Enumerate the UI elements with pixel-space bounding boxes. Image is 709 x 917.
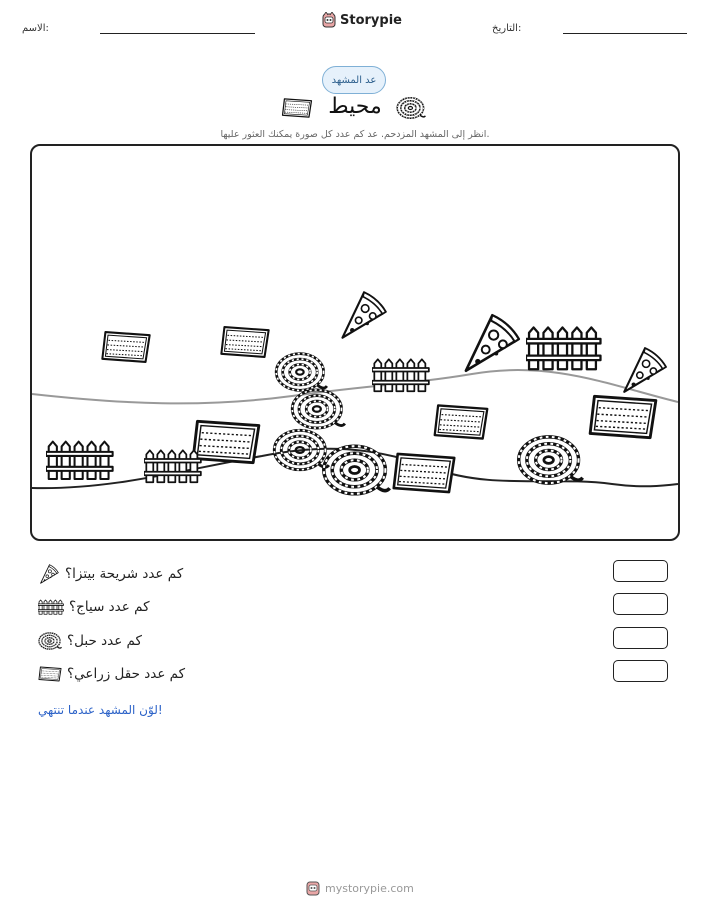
answer-box-rope[interactable]	[613, 627, 668, 649]
farm-field-item	[102, 332, 149, 362]
fence-icon	[38, 598, 64, 616]
farm-field-icon	[280, 97, 314, 119]
farm-field-item	[590, 396, 656, 437]
farm-field-item	[193, 421, 259, 462]
color-instruction: لوّن المشهد عندما تنتهي!	[38, 703, 163, 717]
fence-item	[372, 359, 429, 391]
pizza-slice-icon	[38, 563, 60, 585]
page-title: محيط	[328, 94, 382, 119]
name-line[interactable]	[100, 33, 255, 34]
question-text: كم عدد حقل زراعي؟	[67, 666, 186, 682]
answer-box-fence[interactable]	[613, 593, 668, 615]
farm-field-item	[221, 327, 268, 357]
farm-field-item	[394, 454, 454, 492]
pig-mascot-icon	[306, 880, 320, 896]
rope-item	[292, 390, 345, 428]
date-line[interactable]	[563, 33, 687, 34]
date-label: التاريخ:	[492, 23, 522, 34]
question-text: كم عدد حبل؟	[67, 633, 142, 649]
footer-brand[interactable]	[306, 880, 414, 896]
title-row	[270, 94, 440, 124]
question-row-fence	[38, 594, 208, 620]
fence-item	[526, 327, 600, 369]
answer-box-field[interactable]	[613, 660, 668, 682]
storypie-logo	[322, 12, 402, 28]
rope-icon	[38, 631, 62, 651]
pig-mascot-icon	[322, 12, 336, 28]
question-text: كم عدد سياج؟	[69, 599, 150, 615]
pizza-slice-item	[624, 348, 666, 392]
pizza-slice-item	[342, 292, 385, 337]
pizza-slice-item	[466, 315, 519, 370]
footer-site-link[interactable]: mystorypie.com	[325, 881, 414, 895]
rope-item	[519, 437, 583, 483]
scene-panel	[30, 144, 680, 541]
question-text: كم عدد شريحة بيتزا؟	[65, 566, 184, 582]
scene-drawing	[32, 146, 678, 539]
instructions-text: انظر إلى المشهد المزدحم. عد كم عدد كل صورة يمكنك العثور عليها.	[220, 129, 490, 140]
question-row-rope	[38, 628, 208, 654]
name-label: الاسم:	[22, 23, 49, 34]
brand-name: Storypie	[340, 12, 402, 28]
fence-item	[46, 442, 113, 479]
farm-field-item	[435, 405, 488, 438]
upper-ground-line	[32, 370, 678, 403]
question-row-pizza	[38, 561, 208, 587]
rope-item	[276, 354, 327, 391]
farm-field-icon	[38, 665, 62, 683]
rope-icon	[396, 95, 426, 121]
question-row-field	[38, 661, 208, 687]
fence-item	[144, 450, 201, 482]
answer-box-pizza[interactable]	[613, 560, 668, 582]
activity-badge: عد المشهد	[322, 66, 386, 94]
